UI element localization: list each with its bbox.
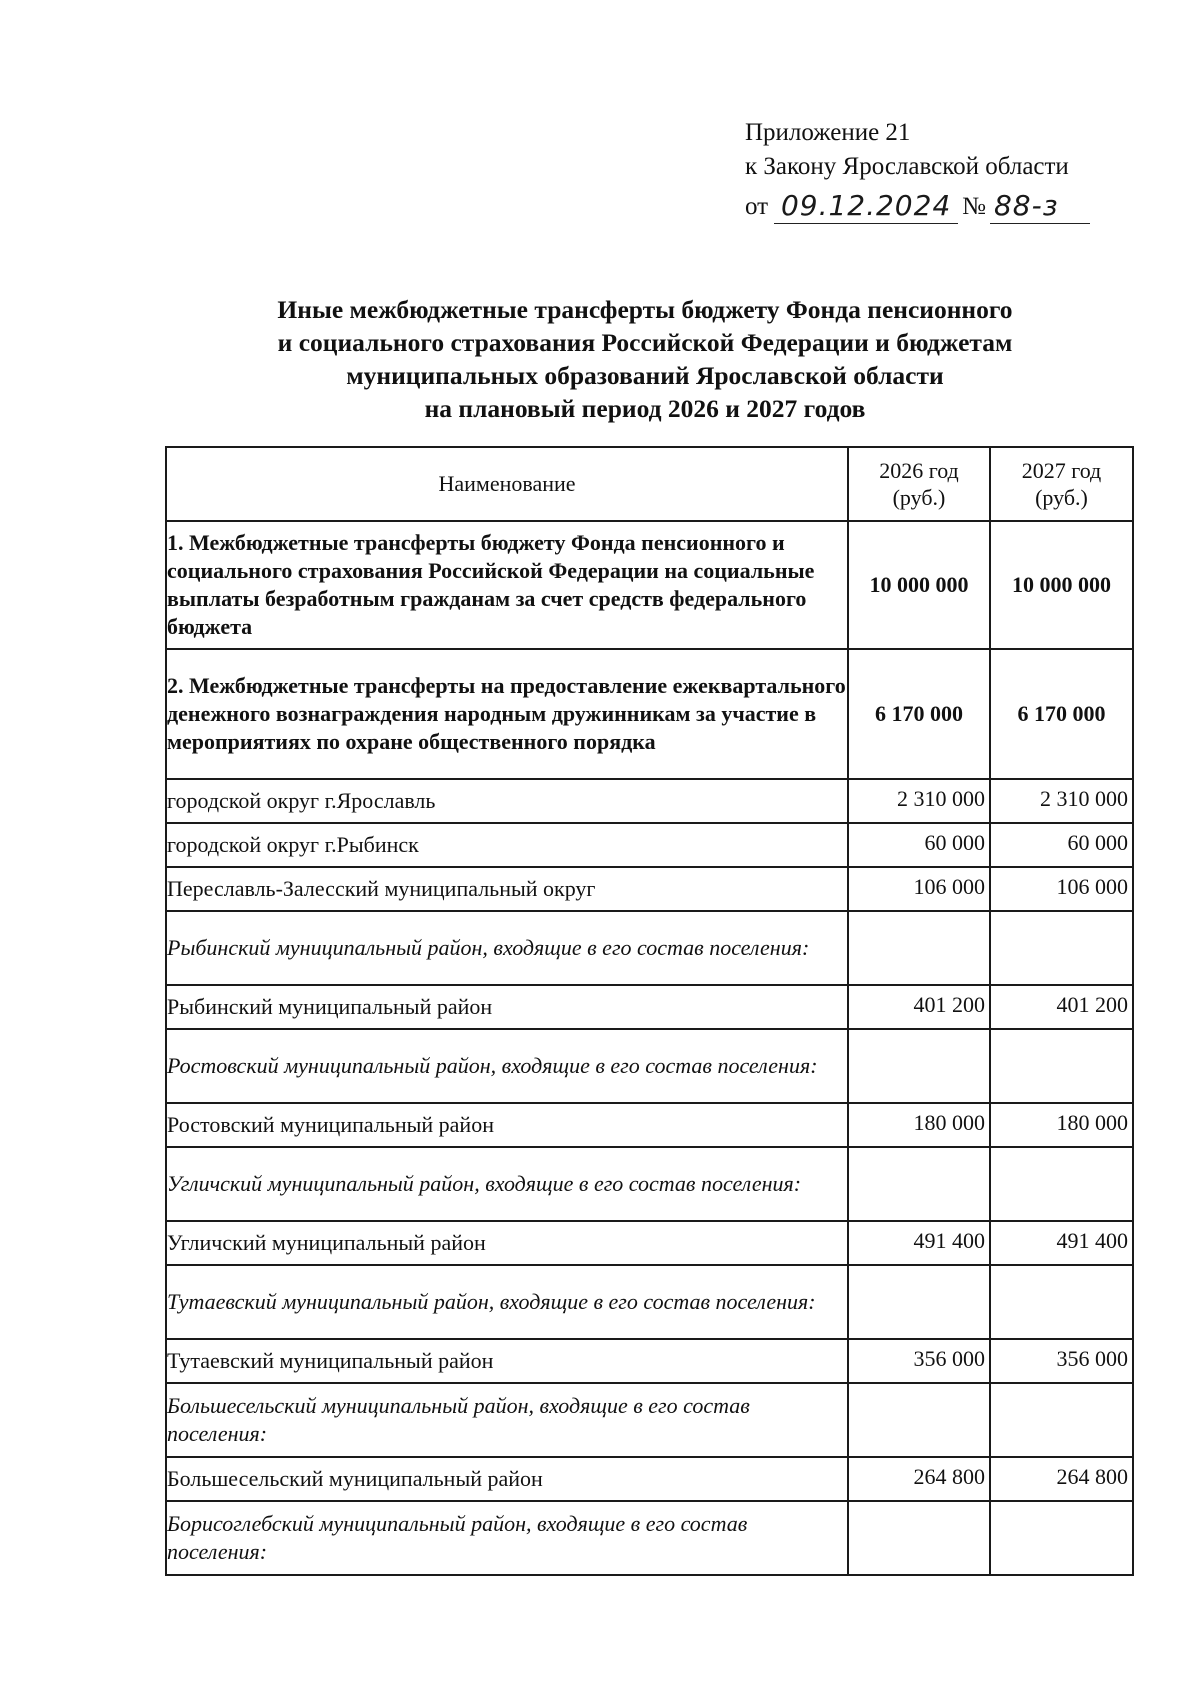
header-2026	[848, 447, 990, 521]
table-row	[166, 779, 1133, 823]
row-value-2027: 356 000	[990, 1339, 1133, 1383]
table-row	[166, 1265, 1133, 1339]
row-value-2026: 10 000 000	[848, 521, 990, 649]
row-name: Рыбинский муниципальный район	[166, 985, 848, 1029]
table-row	[166, 1221, 1133, 1265]
row-value-2027	[990, 1147, 1133, 1221]
date-prefix: от	[745, 193, 769, 220]
row-value-2026: 491 400	[848, 1221, 990, 1265]
row-value-2026: 6 170 000	[848, 649, 990, 779]
row-value-2026: 356 000	[848, 1339, 990, 1383]
title-line-2: и социального страхования Российской Федерации и бюджетам	[277, 328, 1013, 357]
header-2027	[990, 447, 1133, 521]
row-value-2027	[990, 1383, 1133, 1457]
table-row	[166, 1103, 1133, 1147]
table-row	[166, 867, 1133, 911]
table-row	[166, 1339, 1133, 1383]
row-value-2027: 10 000 000	[990, 521, 1133, 649]
title-line-3: муниципальных образований Ярославской области	[346, 361, 944, 390]
row-value-2026: 264 800	[848, 1457, 990, 1501]
header-2027-year: 2027 год	[1021, 458, 1102, 483]
table-row	[166, 1501, 1133, 1575]
row-name: 1. Межбюджетные трансферты бюджету Фонда пенсионного и социального страхования Российской Федерации на социальные выплаты безработным гражданам за счет средств федерального бюджета	[166, 521, 848, 649]
row-value-2026	[848, 1501, 990, 1575]
row-name: городской округ г.Ярославль	[166, 779, 848, 823]
group-name: Ростовский муниципальный район, входящие в его состав поселения:	[166, 1029, 848, 1103]
handwritten-date: 09.12.2024	[774, 190, 958, 224]
table-row	[166, 521, 1133, 649]
row-value-2026	[848, 1029, 990, 1103]
row-value-2027: 264 800	[990, 1457, 1133, 1501]
row-value-2027: 401 200	[990, 985, 1133, 1029]
row-value-2027: 6 170 000	[990, 649, 1133, 779]
row-value-2026: 106 000	[848, 867, 990, 911]
group-name: Большесельский муниципальный район, входящие в его состав поселения:	[166, 1383, 848, 1457]
row-value-2027: 491 400	[990, 1221, 1133, 1265]
number-sign: №	[962, 193, 986, 220]
row-name: Переславль-Залесский муниципальный округ	[166, 867, 848, 911]
row-value-2026: 2 310 000	[848, 779, 990, 823]
row-value-2026: 180 000	[848, 1103, 990, 1147]
row-value-2026	[848, 911, 990, 985]
row-name: Тутаевский муниципальный район	[166, 1339, 848, 1383]
table-row	[166, 1147, 1133, 1221]
row-name: городской округ г.Рыбинск	[166, 823, 848, 867]
row-name: 2. Межбюджетные трансферты на предоставление ежеквартального денежного вознаграждения народным дружинникам за участие в мероприятиях по охране общественного порядка	[166, 649, 848, 779]
law-reference: к Закону Ярославской области	[745, 153, 1069, 180]
row-value-2027: 60 000	[990, 823, 1133, 867]
law-date-number-line	[745, 184, 1090, 224]
appendix-label: Приложение 21	[745, 119, 911, 146]
header-name: Наименование	[166, 447, 848, 521]
row-value-2026: 60 000	[848, 823, 990, 867]
row-value-2027: 2 310 000	[990, 779, 1133, 823]
document-title	[160, 293, 1130, 425]
group-name: Борисоглебский муниципальный район, входящие в его состав поселения:	[166, 1501, 848, 1575]
table-row	[166, 1383, 1133, 1457]
group-name: Рыбинский муниципальный район, входящие в его состав поселения:	[166, 911, 848, 985]
row-value-2026	[848, 1383, 990, 1457]
transfers-table	[165, 446, 1134, 1576]
group-name: Тутаевский муниципальный район, входящие в его состав поселения:	[166, 1265, 848, 1339]
header-2026-unit: (руб.)	[892, 485, 946, 510]
row-value-2027: 106 000	[990, 867, 1133, 911]
header-2026-year: 2026 год	[879, 458, 959, 483]
table-row	[166, 985, 1133, 1029]
table-row	[166, 649, 1133, 779]
table-row	[166, 823, 1133, 867]
table-header-row	[166, 447, 1133, 521]
handwritten-number: 88-з	[990, 190, 1090, 224]
title-line-4: на плановый период 2026 и 2027 годов	[424, 394, 866, 423]
table-row	[166, 1029, 1133, 1103]
row-name: Ростовский муниципальный район	[166, 1103, 848, 1147]
row-name: Большесельский муниципальный район	[166, 1457, 848, 1501]
row-value-2027: 180 000	[990, 1103, 1133, 1147]
row-value-2026	[848, 1265, 990, 1339]
row-value-2027	[990, 911, 1133, 985]
appendix-header	[745, 116, 1090, 224]
table-row	[166, 911, 1133, 985]
row-value-2027	[990, 1265, 1133, 1339]
group-name: Угличский муниципальный район, входящие в его состав поселения:	[166, 1147, 848, 1221]
row-value-2026	[848, 1147, 990, 1221]
row-value-2027	[990, 1029, 1133, 1103]
header-2027-unit: (руб.)	[1035, 485, 1088, 510]
row-value-2026: 401 200	[848, 985, 990, 1029]
row-value-2027	[990, 1501, 1133, 1575]
row-name: Угличский муниципальный район	[166, 1221, 848, 1265]
table-row	[166, 1457, 1133, 1501]
title-line-1: Иные межбюджетные трансферты бюджету Фонда пенсионного	[277, 295, 1013, 324]
